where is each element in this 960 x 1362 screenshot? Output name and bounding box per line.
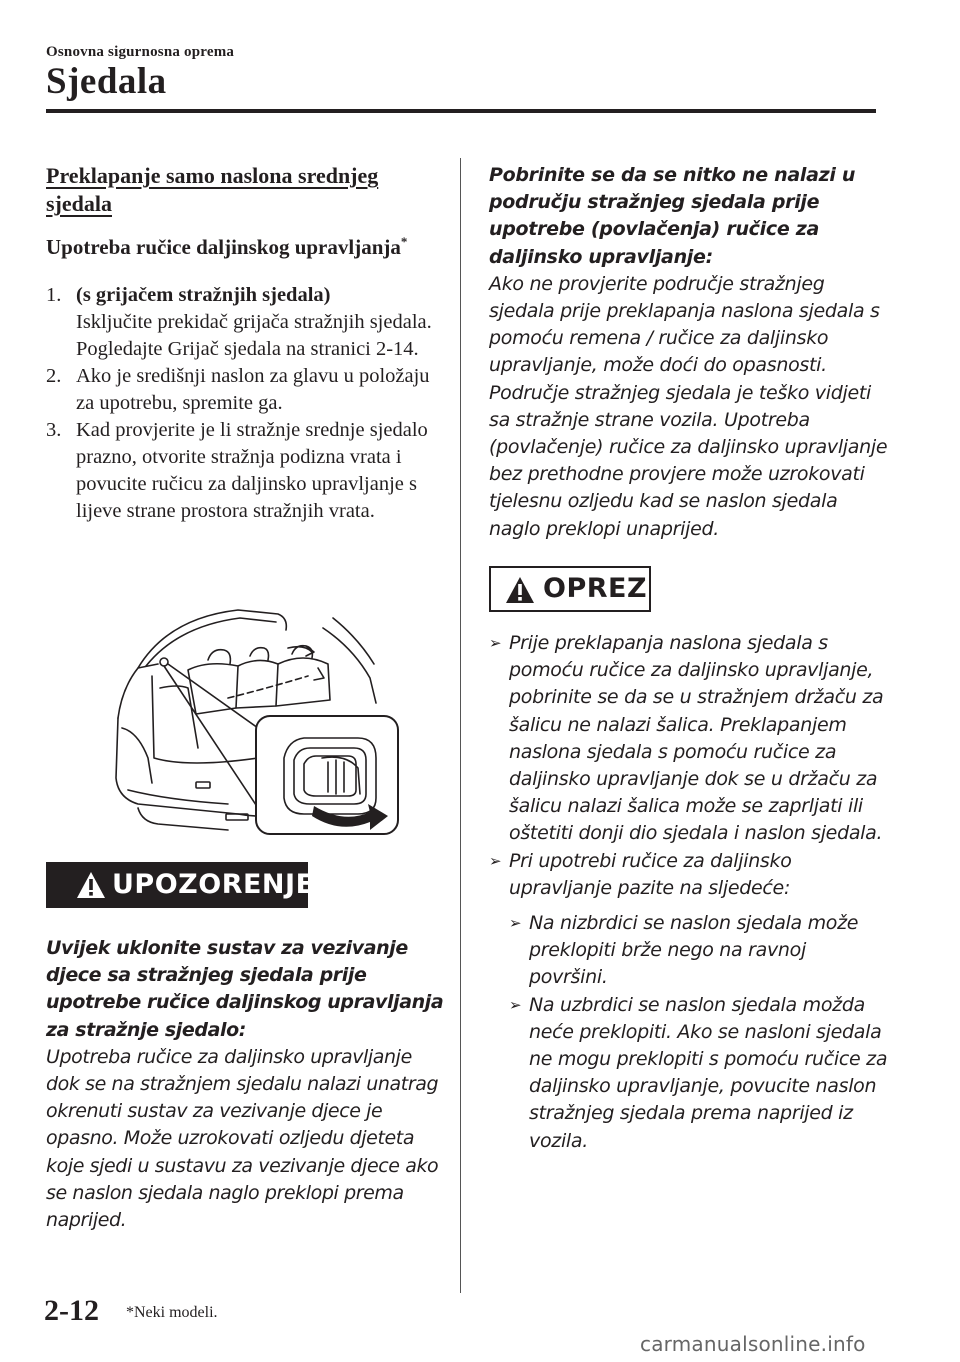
column-divider — [460, 158, 461, 1293]
section-label: Osnovna sigurnosna oprema — [46, 44, 235, 60]
caution-list — [489, 630, 889, 1155]
arrow-bullet-icon: ➢ — [489, 634, 502, 652]
title-rule — [46, 109, 876, 113]
caution-label-box: OPREZ — [489, 566, 651, 612]
step-item: 2. Ako je središnji naslon za glavu u položaju za upotrebu, spremite ga. — [46, 365, 430, 414]
rear-seat-lever-illustration — [108, 608, 408, 840]
footnote: *Neki modeli. — [126, 1304, 218, 1321]
arrow-bullet-icon: ➢ — [509, 914, 522, 933]
danger-heading: Pobrinite se da se nitko ne nalazi u području stražnjeg sjedala prije upotrebe (povlačenja) ručice za daljinsko upravljanje: — [489, 164, 856, 268]
watermark: carmanualsonline.info — [640, 1332, 866, 1356]
warning-heading: Uvijek uklonite sustav za vezivanje djece sa stražnjeg sjedala prije upotrebe ručice daljinskog upravljanja za stražnje sjedalo: — [46, 937, 444, 1041]
subsection-heading: Upotreba ručice daljinskog upravljanja* — [46, 234, 408, 259]
page-title: Sjedala — [46, 61, 167, 102]
section-heading: Preklapanje samo naslona srednjeg sjedala — [46, 163, 379, 216]
arrow-bullet-icon: ➢ — [489, 851, 502, 870]
list-item: ➢ Pri upotrebi ručice za daljinsko upravljanje pazite na sljedeće: — [489, 849, 792, 899]
list-item: ➢ Na uzbrdici se naslon sjedala možda neće preklopiti. Ako se nasloni sjedala ne mogu preklopiti s pomoću ručice za daljinsko upravljanje, povucite naslon stražnjeg sjedala prema naprijed iz vozila. — [509, 993, 888, 1152]
arrow-bullet-icon: ➢ — [509, 995, 522, 1014]
step-item: 3. Kad provjerite je li stražnje srednje sjedalo prazno, otvorite stražnja podizna vrata i povucite ručicu za daljinsko upravljanje s lijeve strane prostora stražnjih vrata. — [46, 419, 428, 522]
list-item: ➢ Prije preklapanja naslona sjedala s pomoću ručice za daljinsko upravljanje, pobrinite se da se u stražnjem držaču za šalicu ne nalazi šalica. Preklapanjem naslona sjedala s pomoću ručice za daljinsko upravljanje dok se u držaču za šalicu nalazi šalica može se zaprljati ili oštetiti donji dio sjedala i naslon sjedala. — [489, 632, 884, 845]
warning-body: Upotreba ručice za daljinsko upravljanje dok se na stražnjem sjedalu nalazi unatrag okrenuti sustav za vezivanje djece je opasno. Može uzrokovati ozljedu djeteta koje sjedi u sustavu za vezivanje djece ako se naslon sjedala naglo preklopi prema naprijed. — [46, 1045, 439, 1232]
page-number: 2-12 — [44, 1294, 99, 1327]
warning-triangle-icon — [505, 576, 535, 604]
warning-text — [46, 935, 446, 1234]
step-item: 1. (s grijačem stražnjih sjedala) Isključite prekidač grijača stražnjih sjedala. Pogledajte Grijač sjedala na stranici 2-14. — [46, 284, 432, 360]
danger-note — [489, 162, 889, 543]
list-item: ➢ Na nizbrdici se naslon sjedala može preklopiti brže nego na ravnoj površini. — [509, 912, 859, 989]
danger-body: Ako ne provjerite područje stražnjeg sjedala prije preklapanja naslona sjedala s pomoću remena / ručice za daljinsko upravljanje, može doći do opasnosti. Područje stražnjeg sjedala je teško vidjeti sa stražnje strane vozila. Upotreba (povlačenje) ručice za daljinsko upravljanje bez prethodne provjere može uzrokovati tjelesnu ozljedu kad se naslon sjedala naglo preklopi unaprijed. — [489, 272, 888, 540]
warning-label-box: UPOZORENJE — [46, 862, 308, 908]
steps-list — [46, 282, 446, 525]
warning-triangle-icon — [76, 871, 106, 899]
